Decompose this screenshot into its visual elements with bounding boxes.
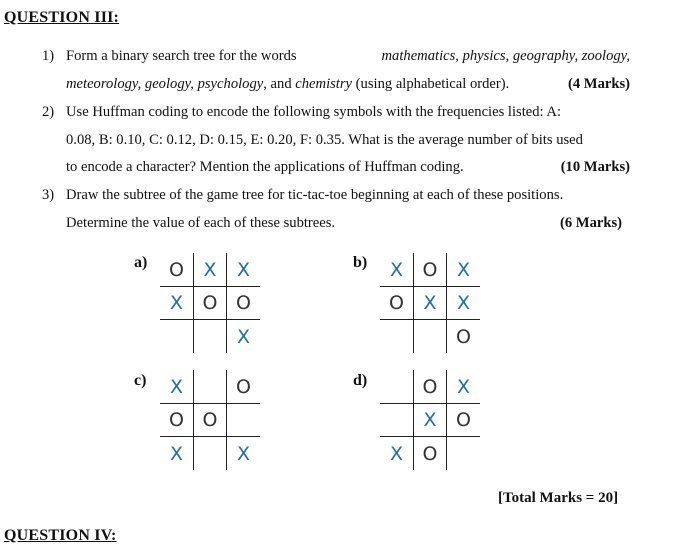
x-mark: X: [389, 442, 404, 465]
o-mark: O: [422, 442, 438, 465]
question-title: QUESTION III:: [4, 9, 120, 26]
empty-cell: [414, 320, 447, 353]
question-line: [66, 43, 630, 71]
board-label-a: a): [134, 254, 148, 271]
o-mark: O: [456, 325, 471, 348]
x-mark: X: [236, 258, 251, 281]
o-mark: O: [422, 375, 438, 398]
empty-cell: [380, 320, 413, 353]
empty-cell: [194, 370, 227, 403]
empty-cell: [380, 370, 413, 403]
empty-cell: [447, 437, 480, 470]
next-question-title: QUESTION IV:: [4, 527, 117, 544]
tic-tac-toe-board-c: [160, 370, 260, 470]
tic-tac-toe-board-a: [160, 253, 260, 353]
question-line: [66, 210, 630, 238]
question-number: 3): [42, 187, 55, 203]
question-line: Use Huffman coding to encode the following symbols with the frequencies listed: A:: [66, 104, 562, 120]
x-mark: X: [169, 375, 184, 398]
o-mark: O: [169, 409, 184, 431]
question-words: mathematics, physics, geography, zoology,: [381, 48, 630, 64]
x-mark: X: [423, 409, 437, 431]
question-text: (using alphabetical order).: [352, 75, 510, 92]
question-words: chemistry: [295, 75, 353, 92]
empty-cell: [380, 404, 413, 437]
x-mark: X: [456, 258, 471, 281]
question-text: Determine the value of each of these subtrees.: [66, 214, 336, 231]
o-mark: O: [202, 292, 218, 314]
x-mark: X: [456, 375, 471, 398]
question-words: meteorology, geology, psychology: [66, 75, 264, 92]
question-text: , and: [263, 75, 296, 92]
x-mark: X: [456, 292, 471, 314]
question-text: Form a binary search tree for the words: [66, 48, 297, 64]
x-mark: X: [203, 258, 217, 281]
total-marks: [Total Marks = 20]: [498, 490, 619, 506]
o-mark: O: [169, 258, 184, 281]
x-mark: X: [236, 325, 251, 348]
o-mark: O: [236, 292, 251, 314]
marks-label: (6 Marks): [559, 214, 622, 231]
o-mark: O: [456, 409, 471, 431]
question-line: Draw the subtree of the game tree for tic-tac-toe beginning at each of these positions.: [66, 187, 564, 203]
tic-tac-toe-board-d: [380, 370, 480, 470]
x-mark: X: [236, 442, 251, 465]
x-mark: X: [169, 442, 184, 465]
board-label-b: b): [353, 254, 368, 271]
o-mark: O: [422, 258, 438, 281]
x-mark: X: [169, 292, 184, 314]
question-line: 0.08, B: 0.10, C: 0.12, D: 0.15, E: 0.20, F: 0.35. What is the average number of bits used: [66, 131, 583, 148]
question-number: 1): [42, 48, 55, 64]
o-mark: O: [389, 292, 404, 314]
question-line: [66, 154, 630, 182]
board-label-d: d): [353, 372, 368, 389]
question-number: 2): [42, 104, 55, 120]
question-text: to encode a character? Mention the applications of Huffman coding.: [66, 159, 464, 175]
o-mark: O: [236, 375, 251, 398]
o-mark: O: [202, 409, 218, 431]
empty-cell: [194, 437, 227, 470]
x-mark: X: [423, 292, 437, 314]
question-line: [66, 71, 630, 99]
x-mark: X: [389, 258, 404, 281]
empty-cell: [160, 320, 193, 353]
empty-cell: [194, 320, 227, 353]
tic-tac-toe-board-b: [380, 253, 480, 353]
board-label-c: c): [134, 372, 147, 389]
marks-label: (10 Marks): [560, 159, 630, 175]
empty-cell: [227, 404, 260, 437]
marks-label: (4 Marks): [567, 75, 630, 92]
